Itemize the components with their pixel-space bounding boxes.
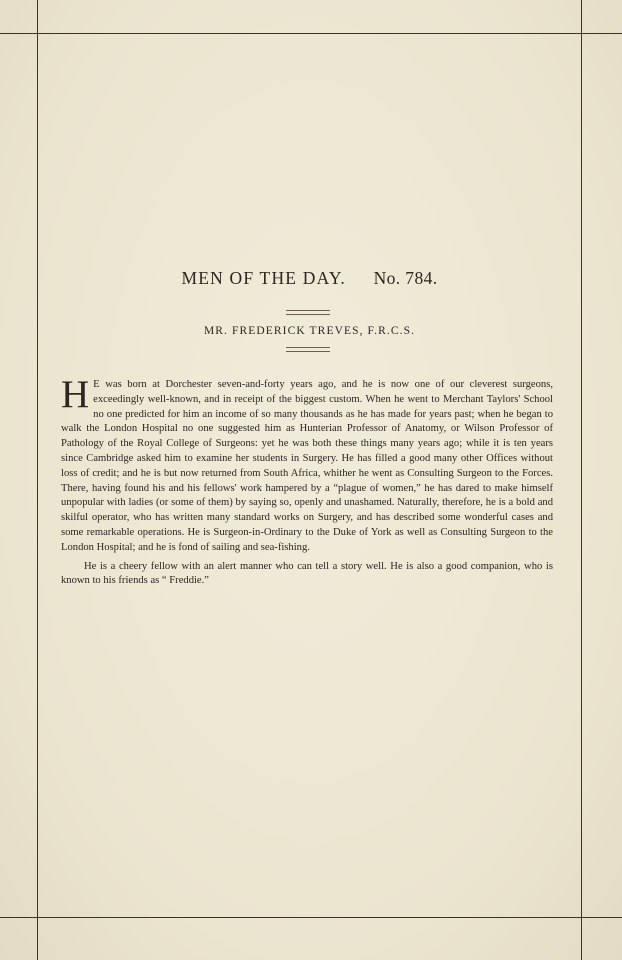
issue-number: No. 784.: [373, 268, 438, 288]
page-title: [37, 268, 582, 289]
paragraph-2: He is a cheery fellow with an alert manner who can tell a story well. He is also a good companion, who is known to his friends as “ Freddie.”: [61, 560, 553, 587]
drop-cap: H: [61, 373, 90, 416]
title-text: MEN OF THE DAY.: [181, 268, 346, 288]
frame-rule-left: [37, 0, 38, 960]
double-rule-upper: [286, 310, 330, 315]
frame-rule-bottom: [0, 917, 622, 918]
article-body: [61, 373, 553, 589]
frame-rule-right: [581, 0, 582, 960]
subtitle: MR. FREDERICK TREVES, F.R.C.S.: [203, 325, 416, 337]
paragraph-1-text: E was born at Dorchester seven-and-forty years ago, and he is now one of our cleverest surgeons, exceedingly well-known, and in receipt of the biggest custom. When he went to Merchant Taylors' School no one predicted for him an income of so many thousands as he has made for years past; when he began to walk the London Hospital no one suggested him as Hunterian Professor of Anatomy, or Wilson Professor of Pathology of the Royal College of Surgeons: yet he was both these things many years ago; while it is ten years since Cambridge asked him to examine her students in Surgery. He has filled a good many other Offices without loss of credit; and he is but now returned from South Africa, whither he went as Consulting Surgeon to the Forces. There, having found his and his fellows' work hampered by a “plague of women,” he has dared to make himself unpopular with ladies (or some of them) by saying so, openly and unashamed. Naturally, therefore, he is a bold and skilful operator, who has written many standard works on Surgery, and has described some wonderful cases and some remarkable operations. He is Surgeon-in-Ordinary to the Duke of York as well as Consulting Surgeon to the London Hospital; and he is fond of sailing and sea-fishing.: [61, 379, 553, 553]
frame-rule-top: [0, 33, 622, 34]
paragraph-1: [61, 373, 553, 556]
double-rule-lower: [286, 347, 330, 352]
